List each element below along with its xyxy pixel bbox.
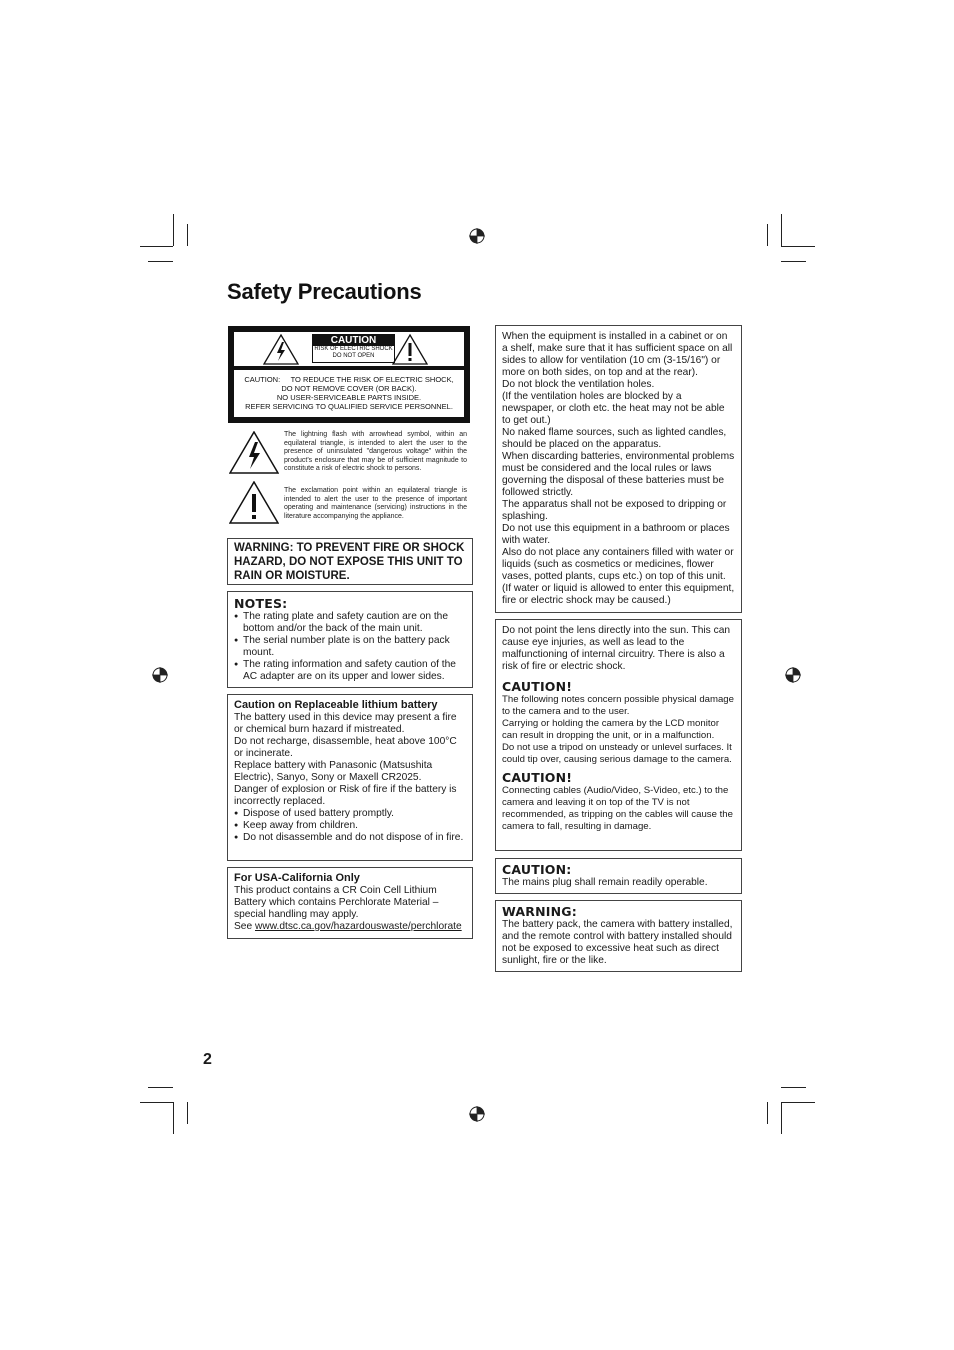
ventilation-p9: (If water or liquid is allowed to enter this equipment, fire or electric shock may be caused.) <box>502 583 735 606</box>
exclamation-triangle-icon <box>392 334 428 365</box>
notes-box <box>227 591 473 688</box>
exclamation-symbol-text: The exclamation point within an equilateral triangle is intended to alert the user to the presence of important operating and maintenance (servicing) instructions in the literature accompanying the appliance. <box>284 487 467 520</box>
crop-mark <box>187 1102 188 1124</box>
crop-mark <box>148 261 173 262</box>
ventilation-p4: No naked flame sources, such as lighted candles, should be placed on the apparatus. <box>502 427 727 450</box>
list-item: ● Keep away from children. <box>234 820 466 832</box>
fire-warning-text: WARNING: TO PREVENT FIRE OR SHOCK HAZARD, DO NOT EXPOSE THIS UNIT TO RAIN OR MOISTURE. <box>234 542 465 582</box>
california-see: See <box>234 921 253 932</box>
lithium-battery-box <box>227 694 473 861</box>
crop-mark <box>781 214 782 246</box>
list-item: ● Dispose of used battery promptly. <box>234 808 466 820</box>
caution-label-line2: DO NOT REMOVE COVER (OR BACK). <box>281 384 417 393</box>
caution2-p1: Connecting cables (Audio/Video, S-Video, etc.) to the camera and leaving it on top of the TV is not recommended, as tripping on the cables will cause the camera to fall, resulting in damage. <box>502 785 733 832</box>
sun-caution-box <box>495 619 742 851</box>
crop-mark <box>148 1087 173 1088</box>
mains-text: The mains plug shall remain readily operable. <box>502 877 708 888</box>
lightning-symbol-text: The lightning flash with arrowhead symbol, within an equilateral triangle, is intended to alert the user to the presence of uninsulated "dangerous voltage" within the product's enclosure that may be of sufficient magnitude to constitute a risk of electric shock to persons. <box>284 431 467 472</box>
list-item: ● The rating plate and safety caution are on the bottom and/or the back of the main unit. <box>234 611 466 635</box>
lithium-list <box>234 808 466 844</box>
list-item: ● Do not disassemble and do not dispose of in fire. <box>234 832 466 844</box>
caution-tag-sub2: DO NOT OPEN <box>332 353 375 359</box>
page-title: Safety Precautions <box>227 279 422 304</box>
notes-heading: NOTES: <box>234 596 288 611</box>
registration-mark-icon <box>469 228 485 244</box>
ventilation-p5: When discarding batteries, environmental problems must be considered and the local rules or laws governing the disposal of these batteries must be followed strictly. <box>502 451 735 498</box>
crop-mark <box>173 1102 174 1134</box>
caution1-p3: Do not use a tripod on unsteady or unlevel surfaces. It could tip over, causing serious damage to the camera. <box>502 742 732 765</box>
california-box <box>227 867 473 939</box>
page-number: 2 <box>203 1051 212 1068</box>
ventilation-p6: The apparatus shall not be exposed to dripping or splashing. <box>502 499 727 522</box>
ventilation-p8: Also do not place any containers filled with water or liquids (such as cosmetics or medicines, flower vases, potted plants, cups etc.) on top of this unit. <box>502 547 734 582</box>
caution-label-prefix: CAUTION: <box>244 375 281 384</box>
perchlorate-link[interactable]: www.dtsc.ca.gov/hazardouswaste/perchlorate <box>254 921 462 932</box>
california-heading: For USA-California Only <box>234 872 360 884</box>
battery-warning-text: The battery pack, the camera with battery installed, and the remote control with battery installed should not be exposed to excessive heat such as direct sunlight, fire or the like. <box>502 919 733 966</box>
caution-label-line3: NO USER-SERVICEABLE PARTS INSIDE. <box>276 393 422 402</box>
ventilation-p1: When the equipment is installed in a cabinet or on a shelf, make sure that it has sufficient space on all sides to allow for ventilation (10 cm (3-15/16") or more on both sides, on top and at the rear). <box>502 331 733 378</box>
lithium-p4: Danger of explosion or Risk of fire if the battery is incorrectly replaced. <box>234 784 457 807</box>
ventilation-p7: Do not use this equipment in a bathroom or places with water. <box>502 523 730 546</box>
caution-tag <box>312 334 395 363</box>
california-p1: This product contains a CR Coin Cell Lithium Battery which contains Perchlorate Material – special handling may apply. <box>234 885 439 920</box>
registration-mark-icon <box>152 667 168 683</box>
crop-mark <box>781 1102 815 1103</box>
caution1-heading: CAUTION! <box>502 679 573 694</box>
battery-warning-box <box>495 900 742 972</box>
ventilation-box <box>495 325 742 613</box>
caution-label <box>228 326 470 423</box>
ventilation-p3: (If the ventilation holes are blocked by a newspaper, or cloth etc. the heat may not be able to get out.) <box>502 391 725 426</box>
fire-warning-box <box>227 538 473 585</box>
lithium-p2: Do not recharge, disassemble, heat above 100°C or incinerate. <box>234 736 457 759</box>
crop-mark <box>140 1102 173 1103</box>
crop-mark <box>767 224 768 246</box>
notes-list <box>234 611 466 683</box>
caution2-heading: CAUTION! <box>502 770 573 785</box>
crop-mark <box>781 1087 806 1088</box>
mains-caution-box <box>495 858 742 894</box>
caution-label-text <box>234 370 464 417</box>
lithium-heading: Caution on Replaceable lithium battery <box>234 699 438 711</box>
sun-p1: Do not point the lens directly into the sun. This can cause eye injuries, as well as lead to the malfunctioning of internal circuitry. There is also a risk of fire or electric shock. <box>502 625 731 672</box>
exclamation-triangle-icon <box>229 481 279 524</box>
crop-mark <box>781 246 815 247</box>
crop-mark <box>140 246 173 247</box>
crop-mark <box>781 1102 782 1134</box>
lithium-p1: The battery used in this device may present a fire or chemical burn hazard if mistreated. <box>234 712 457 735</box>
lithium-p3: Replace battery with Panasonic (Matsushita Electric), Sanyo, Sony or Maxell CR2025. <box>234 760 433 783</box>
caution-tag-sub1: RISK OF ELECTRIC SHOCK <box>314 346 393 352</box>
lightning-triangle-icon <box>263 334 299 365</box>
crop-mark <box>187 224 188 246</box>
caution-label-line1: TO REDUCE THE RISK OF ELECTRIC SHOCK, <box>290 375 454 384</box>
caution1-p1: The following notes concern possible physical damage to the camera and to the user. <box>502 694 734 717</box>
registration-mark-icon <box>469 1106 485 1122</box>
crop-mark <box>781 261 806 262</box>
caution-label-top <box>234 332 464 366</box>
caution-tag-title: CAUTION <box>313 335 394 346</box>
caution-label-line4: REFER SERVICING TO QUALIFIED SERVICE PERSONNEL. <box>245 402 453 411</box>
lightning-triangle-icon <box>229 431 279 474</box>
battery-warning-heading: WARNING: <box>502 904 577 919</box>
list-item: ● The rating information and safety caution of the AC adapter are on its upper and lower sides. <box>234 659 466 683</box>
registration-mark-icon <box>785 667 801 683</box>
mains-heading: CAUTION: <box>502 862 572 877</box>
caution1-p2: Carrying or holding the camera by the LCD monitor can result in dropping the unit, or in a malfunction. <box>502 718 720 741</box>
ventilation-p2: Do not block the ventilation holes. <box>502 379 655 390</box>
crop-mark <box>173 214 174 246</box>
crop-mark <box>767 1102 768 1124</box>
list-item: ● The serial number plate is on the battery pack mount. <box>234 635 466 659</box>
